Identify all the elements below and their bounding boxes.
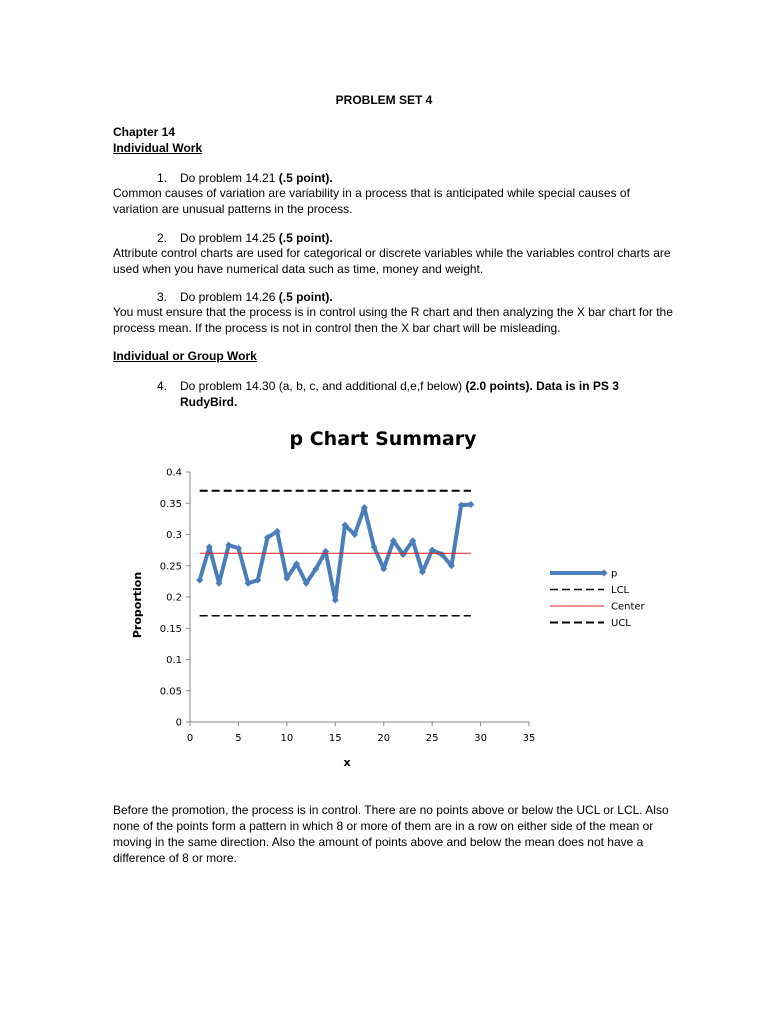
problem-text: Do problem 14.25 [180,231,279,245]
x-tick-label: 20 [377,733,391,744]
y-tick-label: 0.15 [159,623,182,635]
problem-points: (.5 point). [278,290,333,304]
data-point [458,502,465,509]
legend-label-ucl: UCL [611,618,631,629]
x-tick-label: 25 [425,733,439,744]
chart-legend [550,569,646,630]
data-point [467,501,474,508]
legend-label-p: p [611,568,618,580]
chart-title: p Chart Summary [289,428,477,450]
page-title: PROBLEM SET 4 [335,93,433,107]
y-tick-label: 0.05 [159,686,182,698]
x-tick-label: 5 [235,733,242,744]
problem-answer: You must ensure that the process is in control using the R chart and then analyzing the X bar chart for the process mean. If the process is not in control then the X bar chart will be misleading. [113,305,673,335]
section-heading-individual: Individual Work [113,141,203,155]
y-tick-label: 0.1 [166,655,182,666]
problem-answer: Attribute control charts are used for categorical or discrete variables while the variables control charts are used when you have numerical data such as time, money and weight. [113,246,671,276]
legend-marker [601,570,608,577]
y-tick-label: 0.2 [166,592,182,604]
p-chart [120,415,660,775]
legend-label-center: Center [611,601,645,613]
y-tick-label: 0 [175,717,182,729]
x-tick-label: 10 [280,733,294,744]
conclusion-paragraph: Before the promotion, the process is in control. There are no points above or below the UCL or LCL. Also none of the points form a pattern in which 8 or more of them are in a row on either side of the mean or moving in the same direction. Also the amount of points above and below the mean does not have a difference of 8 or more. [113,803,669,865]
chapter-label: Chapter 14 [113,125,176,139]
y-tick-label: 0.4 [166,467,182,479]
y-tick-label: 0.25 [159,561,182,573]
problem-number: 3. [157,290,168,304]
problem-points: (.5 point). [278,231,333,245]
problem-text: Do problem 14.30 (a, b, c, and additional d,e,f below) [180,379,466,393]
problem-points: (2.0 points). Data is in PS 3 [465,379,619,393]
x-axis-label: x [343,756,351,769]
y-axis-label: Proportion [131,571,144,639]
x-tick-label: 0 [186,733,194,744]
legend-label-lcl: LCL [611,585,630,596]
problem-answer: Common causes of variation are variability in a process that is anticipated while special causes of variation are unusual patterns in the process. [113,186,630,216]
plot-area [160,468,536,745]
y-tick-label: 0.3 [166,530,182,541]
y-tick-label: 0.35 [159,498,182,510]
problem-number: 4. [157,379,168,393]
problem-text: Do problem 14.21 [180,171,279,185]
problem-number: 2. [157,231,168,245]
problem-number: 1. [157,171,168,185]
problem-points-line2: RudyBird. [180,395,238,409]
problem-points: (.5 point). [278,171,333,185]
x-tick-label: 15 [328,733,342,744]
x-tick-label: 30 [474,733,487,744]
series-line-p [200,505,471,601]
section-heading-group: Individual or Group Work [113,349,257,363]
x-tick-label: 35 [522,733,536,744]
problem-text: Do problem 14.26 [180,290,279,304]
